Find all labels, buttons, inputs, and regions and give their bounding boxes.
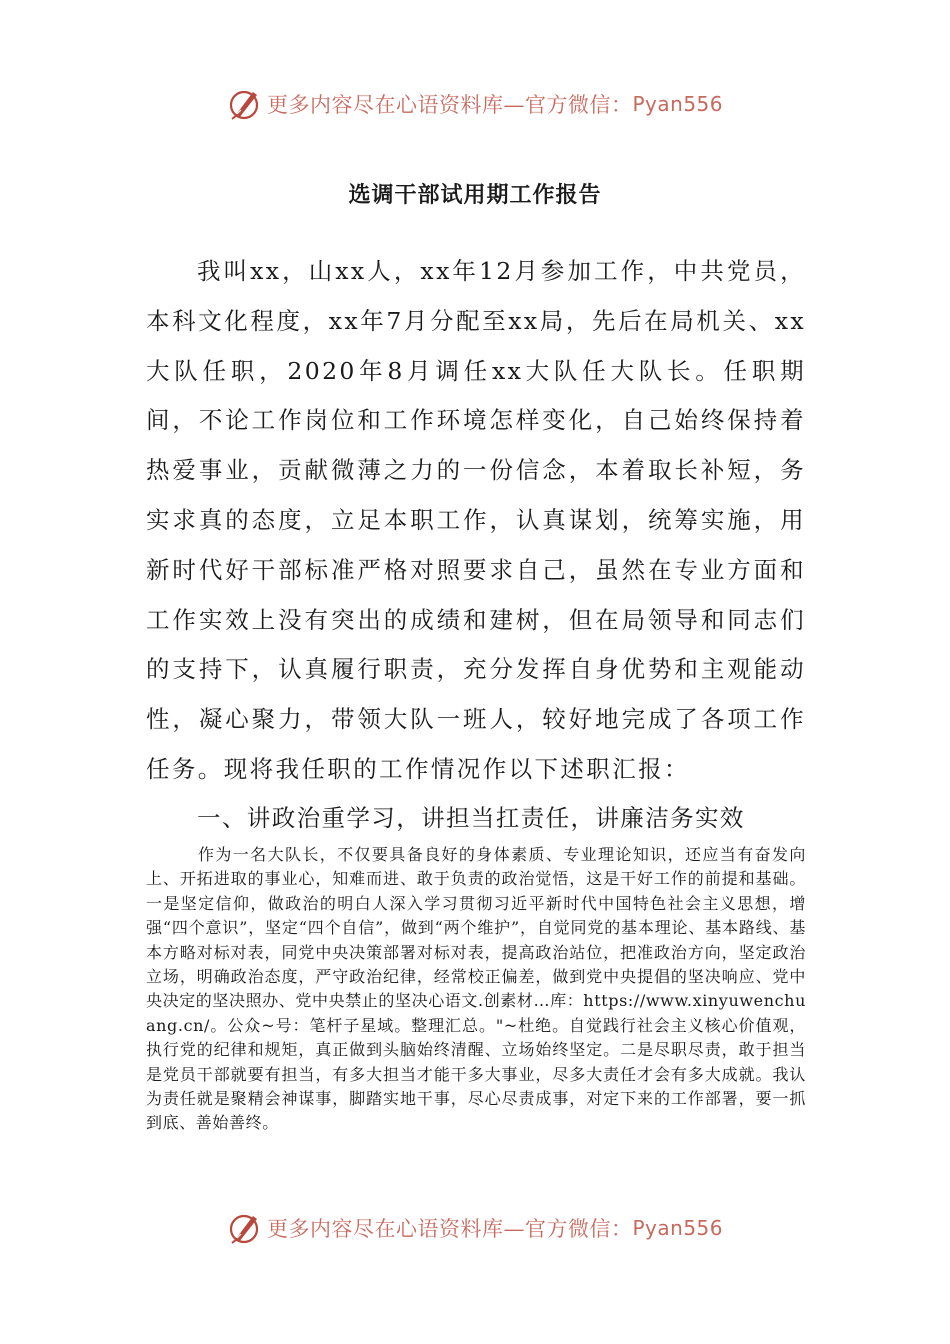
banner-wechat-id: Pyan556 xyxy=(632,92,723,116)
banner-text: 更多内容尽在心语资料库—官方微信： xyxy=(266,1217,633,1241)
section-heading: 一、讲政治重学习，讲担当扛责任，讲廉洁务实效 xyxy=(197,804,745,832)
banner-text: 更多内容尽在心语资料库—官方微信： xyxy=(266,93,633,117)
footer-watermark-banner xyxy=(0,1208,950,1248)
header-watermark-banner xyxy=(0,84,950,124)
section-paragraph: 作为一名大队长，不仅要具备良好的身体素质、专业理论知识，还应当有奋发向上、开拓进取的事业心，知难而进、敢于负责的政治觉悟，这是干好工作的前提和基础。一是坚定信仰，做政治的明白人深入学习贯彻习近平新时代中国特色社会主义思想，增强“四个意识”，坚定“四个自信”，做到“两个维护”，自觉同党的基本理论、基本路线、基本方略对标对表，同党中央决策部署对标对表，提高政治站位，把准政治方向，坚定政治立场，明确政治态度，严守政治纪律，经常校正偏差，做到党中央提倡的坚决响应、党中央决定的坚决照办、党中央禁止的坚决心语文.创素材…库：https://www.xinyuwenchuang.cn/。公众~号：笔杆子星域。整理汇总。"~杜绝。自觉践行社会主义核心价值观，执行党的纪律和规矩，真正做到头脑始终清醒、立场始终坚定。二是尽职尽责，敢于担当是党员干部就要有担当，有多大担当才能干多大事业，尽多大责任才会有多大成就。我认为责任就是聚精会神谋事，脚踏实地干事，尽心尽责成事，对定下来的工作部署，要一抓到底、善始善终。 xyxy=(146,845,806,1133)
intro-paragraph: 我叫xx，山xx人，xx年12月参加工作，中共党员，本科文化程度，xx年7月分配至xx局，先后在局机关、xx大队任职，2020年8月调任xx大队任大队长。任职期间，不论工作岗位和工作环境怎样变化，自己始终保持着热爱事业，贡献微薄之力的一份信念，本着取长补短，务实求真的态度，立足本职工作，认真谋划，统筹实施，用新时代好干部标准严格对照要求自己，虽然在专业方面和工作实效上没有突出的成绩和建树，但在局领导和同志们的支持下，认真履行职责，充分发挥自身优势和主观能动性，凝心聚力，带领大队一班人，较好地完成了各项工作任务。现将我任职的工作情况作以下述职汇报： xyxy=(146,257,806,783)
quill-logo-icon xyxy=(227,1210,263,1246)
quill-logo-icon xyxy=(227,86,263,122)
document-title: 选调干部试用期工作报告 xyxy=(348,182,602,208)
banner-wechat-id: Pyan556 xyxy=(632,1216,723,1240)
